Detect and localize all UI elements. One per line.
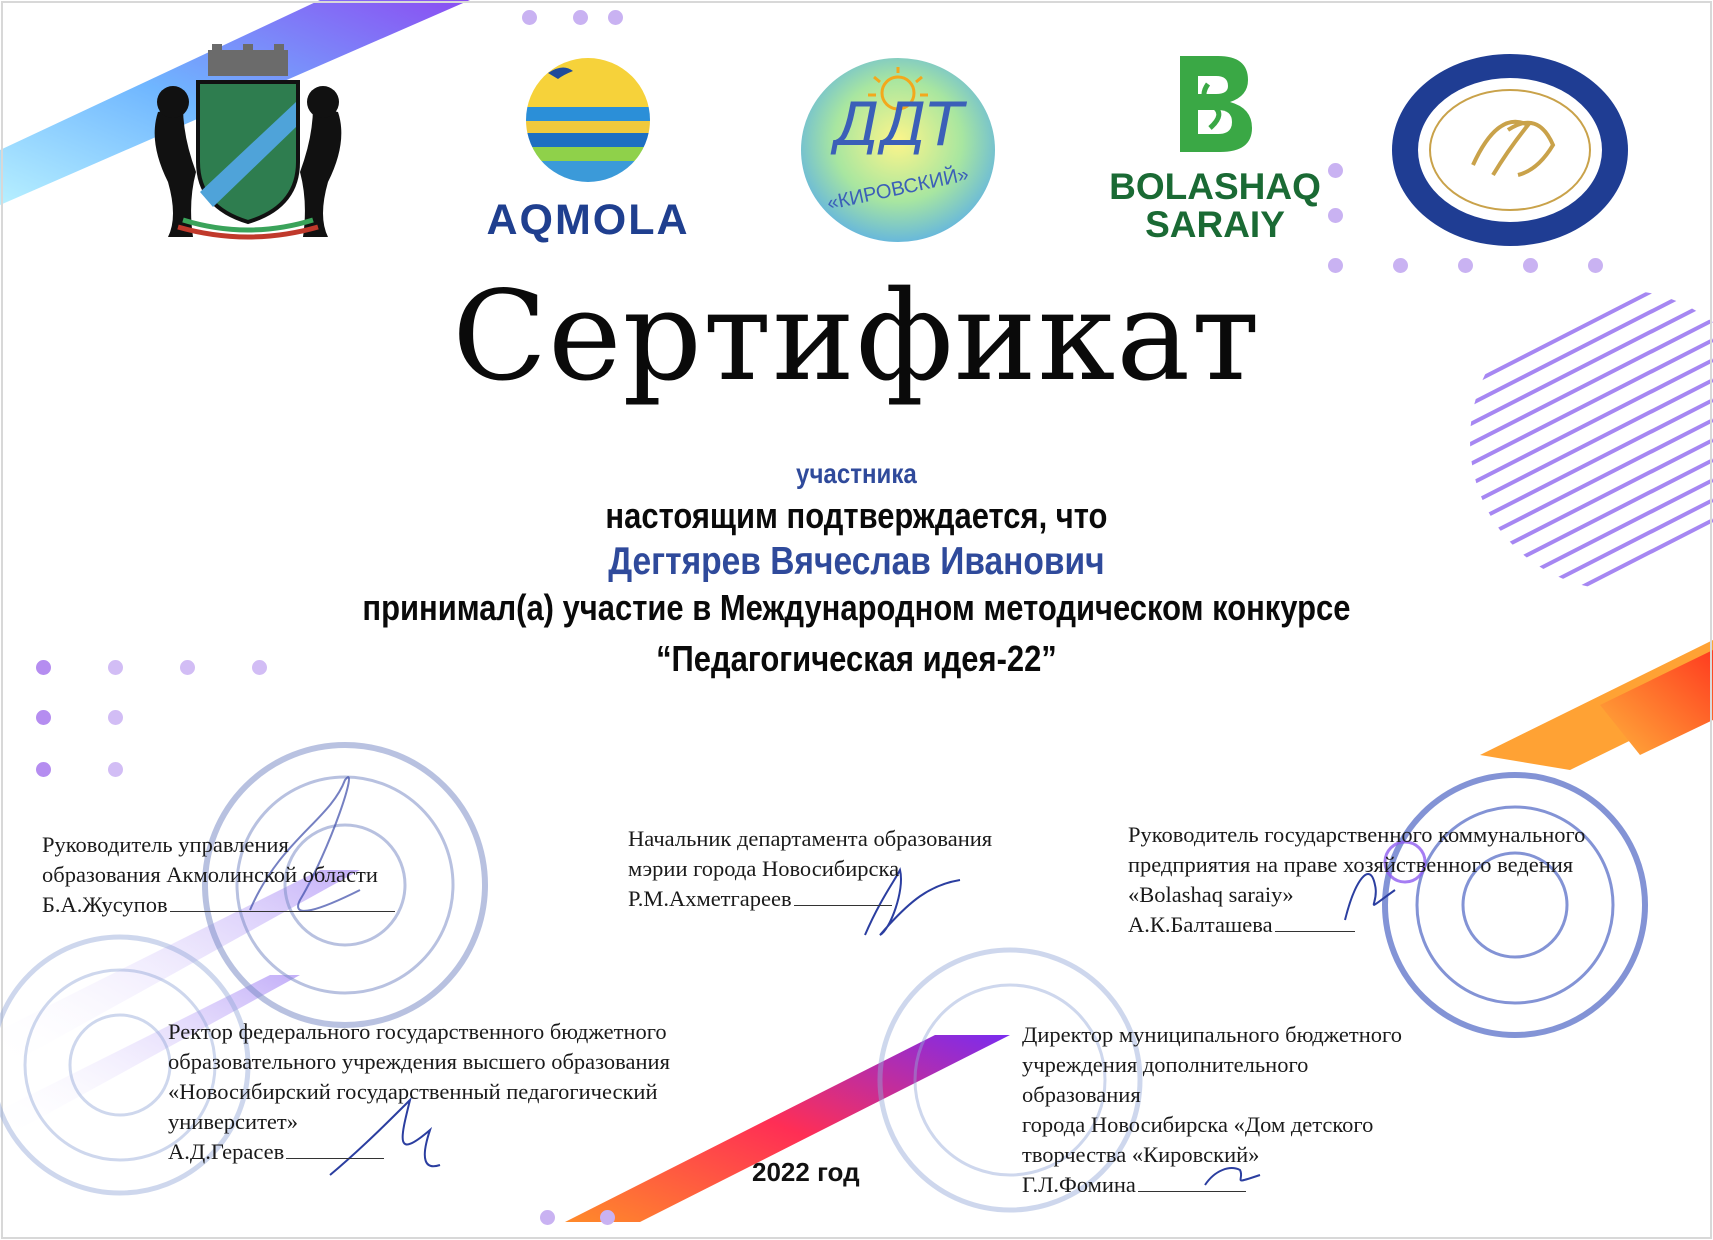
signature-right-line1: Руководитель государственного коммунального — [1128, 822, 1586, 847]
signature-bottom-right-line3: образования — [1022, 1082, 1141, 1107]
signature-bottom-left-line4: университет» — [168, 1109, 298, 1134]
signature-block-left — [42, 830, 395, 920]
bolashaq-wordmark-line1: BOLASHAQ — [1109, 166, 1321, 207]
signature-right-line3: «Bolashaq saraiy» — [1128, 882, 1294, 907]
signature-right-underline — [1275, 931, 1355, 932]
bolashaq-emblem-icon — [1168, 48, 1258, 158]
ngpu-emblem-icon — [1388, 50, 1633, 250]
signature-block-bottom-right — [1022, 1020, 1402, 1200]
signature-right-line2: предприятия на праве хозяйственного ведения — [1128, 852, 1574, 877]
ddt-logo-text: ДДТ — [832, 90, 964, 160]
signature-bottom-right-line4: города Новосибирска «Дом детского — [1022, 1112, 1374, 1137]
signature-bottom-right-signer: Г.Л.Фомина — [1022, 1172, 1136, 1197]
aqmola-wordmark: AQMOLA — [486, 196, 690, 244]
signature-bottom-right-line1: Директор муниципального бюджетного — [1022, 1022, 1402, 1047]
recipient-name: Дегтярев Вячеслав Иванович — [608, 540, 1105, 583]
participation-text: принимал(а) участие в Международном методическом конкурсе — [362, 587, 1351, 628]
bolashaq-wordmark-line2: SARAIY — [1145, 204, 1285, 245]
signature-bottom-left-underline — [286, 1158, 384, 1159]
signature-middle-line1: Начальник департамента образования — [628, 826, 993, 851]
certificate-title: Сертификат — [452, 265, 1261, 409]
contest-name: “Педагогическая идея-22” — [656, 638, 1057, 679]
signature-middle-signer: Р.М.Ахметгареев — [628, 886, 792, 911]
signature-left-signer: Б.А.Жусупов — [42, 892, 168, 917]
signature-bottom-right-line2: учреждения дополнительного — [1022, 1052, 1309, 1077]
signature-left-underline — [170, 911, 395, 912]
certificate-subtitle: участника — [796, 458, 917, 489]
novosibirsk-coat-of-arms-icon — [138, 42, 358, 252]
signature-bottom-left-line2: образовательного учреждения высшего образования — [168, 1049, 670, 1074]
signature-bottom-left-line1: Ректор федерального государственного бюджетного — [168, 1019, 667, 1044]
aqmola-emblem-icon — [518, 55, 658, 185]
confirm-text: настоящим подтверждается, что — [605, 495, 1108, 536]
signature-middle-line2: мэрии города Новосибирска — [628, 856, 900, 881]
signature-right-signer: А.К.Балташева — [1128, 912, 1273, 937]
signature-block-middle — [628, 824, 992, 914]
signature-left-line1: Руководитель управления — [42, 832, 289, 857]
signature-block-bottom-left — [168, 1017, 670, 1167]
signature-bottom-left-line3: «Новосибирский государственный педагогический — [168, 1079, 658, 1104]
bolashaq-wordmark — [1105, 168, 1325, 244]
signature-left-line2: образования Акмолинской области — [42, 862, 378, 887]
signature-middle-underline — [794, 905, 892, 906]
certificate-year: 2022 год — [752, 1157, 860, 1187]
ddt-logo-ring-text: «КИРОВСКИЙ» — [825, 163, 971, 215]
signature-block-right — [1128, 820, 1585, 940]
signature-bottom-left-signer: А.Д.Герасев — [168, 1139, 285, 1164]
signature-bottom-right-underline — [1138, 1191, 1246, 1192]
signature-bottom-right-line5: творчества «Кировский» — [1022, 1142, 1260, 1167]
